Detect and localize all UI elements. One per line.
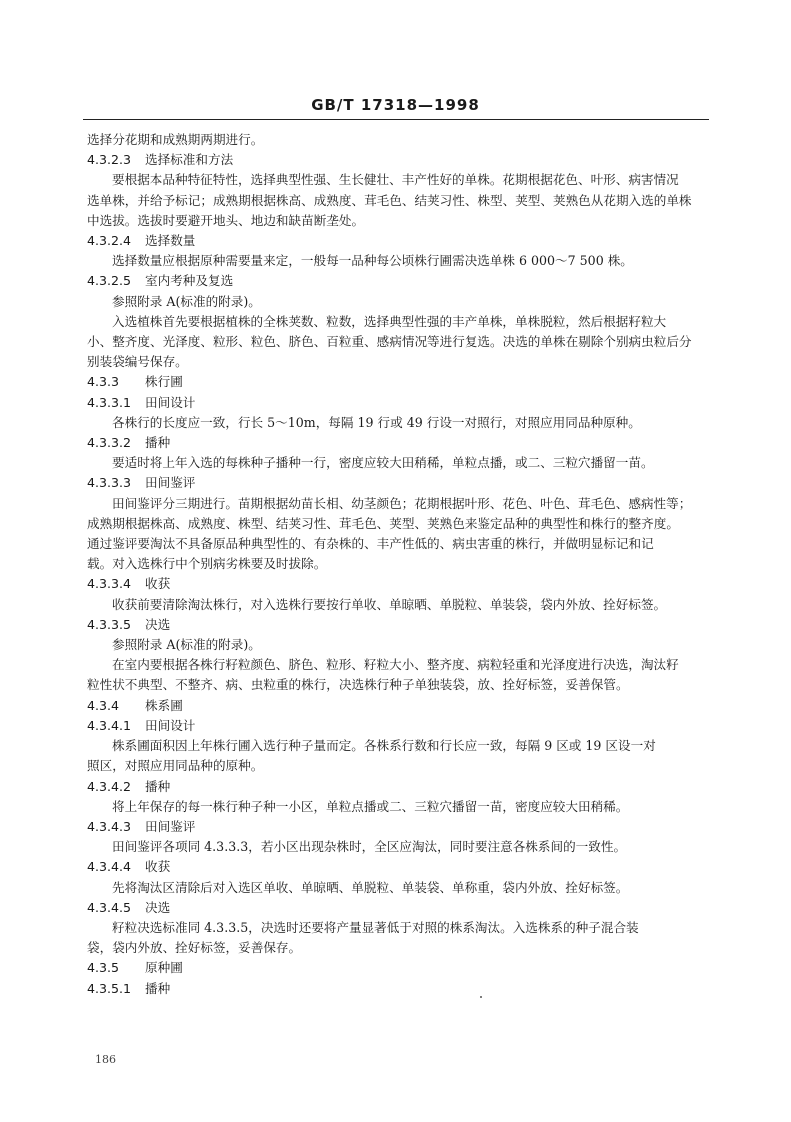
continuation-line: 选单株，并给予标记；成熟期根据株高、成熟度、茸毛色、结荚习性、株型、荚型、荚熟色从花期入选的单株 (87, 192, 692, 208)
paragraph-line: 田间鉴评分三期进行。苗期根据幼苗长相、幼茎颜色；花期根据叶形、花色、叶色、茸毛色、感病性等； (112, 495, 692, 511)
section-title: 播种 (145, 980, 171, 996)
section-heading (87, 777, 707, 797)
section-number: 4.3.4 (87, 697, 120, 713)
section-number: 4.3.3.4 (87, 576, 132, 592)
continuation-line: 中选拔。选拔时要避开地头、地边和缺苗断垄处。 (87, 212, 365, 228)
section-heading (87, 393, 707, 413)
section-number: 4.3.5 (87, 960, 120, 976)
section-title: 田间设计 (145, 394, 196, 410)
section-number: 4.3.4.1 (87, 717, 132, 733)
section-title: 播种 (145, 435, 171, 451)
continuation-line: 选择分花期和成熟期两期进行。 (87, 132, 264, 147)
section-heading (87, 372, 707, 392)
section-title: 株系圃 (145, 697, 183, 713)
section-title: 决选 (145, 899, 171, 915)
section-number: 4.3.3.2 (87, 435, 132, 451)
section-heading (87, 271, 707, 291)
section-number: 4.3.4.5 (87, 899, 132, 915)
section-heading (87, 817, 707, 837)
paragraph-line: 田间鉴评各项同 4.3.3.3，若小区出现杂株时，全区应淘汰，同时要注意各株系间的一致性。 (112, 839, 627, 855)
paragraph-line: 参照附录 A(标准的附录)。 (112, 293, 261, 309)
section-title: 收获 (145, 576, 171, 592)
paragraph-line: 参照附录 A(标准的附录)。 (112, 637, 261, 653)
paragraph-line: 先将淘汰区清除后对入选区单收、单晾晒、单脱粒、单装袋、单称重，袋内外放、拴好标签。 (112, 879, 629, 895)
page-number: 186 (95, 1053, 116, 1066)
paragraph-line: 籽粒决选标准同 4.3.3.5，决选时还要将产量显著低于对照的株系淘汰。入选株系的种子混合装 (112, 919, 639, 935)
section-title: 播种 (145, 778, 171, 794)
section-number: 4.3.4.4 (87, 859, 132, 875)
section-number: 4.3.3.1 (87, 394, 132, 410)
scan-artifact (480, 996, 482, 998)
continuation-line: 粒性状不典型、不整齐、病、虫粒重的株行，决选株行种子单独装袋，放、拴好标签，妥善保管。 (87, 677, 629, 693)
paragraph-line: 收获前要清除淘汰株行，对入选株行要按行单收、单晾晒、单脱粒、单装袋，袋内外放、拴好标签。 (112, 596, 667, 612)
section-title: 收获 (145, 859, 171, 875)
paragraph-line: 在室内要根据各株行籽粒颜色、脐色、粒形、籽粒大小、整齐度、病粒轻重和光泽度进行决选，淘汰籽 (112, 657, 679, 673)
paragraph-line: 选择数量应根据原种需要量来定，一般每一品种每公顷株行圃需决选单株 6 000～7 500 株。 (112, 253, 633, 269)
continuation-line: 照区，对照应用同品种的原种。 (87, 758, 264, 774)
section-number: 4.3.4.2 (87, 778, 132, 794)
section-number: 4.3.3.3 (87, 475, 132, 491)
continuation-line: 成熟期根据株高、成熟度、株型、结荚习性、茸毛色、荚型、荚熟色来鉴定品种的典型性和株行的整齐度。 (87, 515, 679, 531)
document-body (87, 130, 707, 999)
section-title: 田间鉴评 (145, 818, 196, 834)
section-number: 4.3.2.5 (87, 273, 132, 289)
section-heading (87, 857, 707, 877)
header-divider (83, 119, 709, 120)
paragraph-line: 各株行的长度应一致，行长 5～10m，每隔 19 行或 49 行设一对照行，对照应用同品种原种。 (112, 414, 641, 430)
paragraph-line: 要根据本品种特征特性，选择典型性强、生长健壮、丰产性好的单株。花期根据花色、叶形、病害情况 (112, 172, 679, 188)
section-title: 株行圃 (145, 374, 183, 390)
section-title: 室内考种及复选 (145, 273, 234, 289)
section-number: 4.3.3.5 (87, 616, 132, 632)
section-heading (87, 231, 707, 251)
section-title: 田间鉴评 (145, 475, 196, 491)
section-heading (87, 696, 707, 716)
continuation-line: 小、整齐度、光泽度、粒形、粒色、脐色、百粒重、感病情况等进行复选。决选的单株在剔除个别病虫粒后分 (87, 334, 692, 350)
paragraph-line: 要适时将上年入选的每株种子播种一行，密度应较大田稍稀，单粒点播，或二、三粒穴播留一苗。 (112, 455, 654, 471)
section-title: 决选 (145, 616, 171, 632)
section-number: 4.3.5.1 (87, 980, 132, 996)
section-heading (87, 433, 707, 453)
continuation-line: 别装袋编号保存。 (87, 354, 188, 370)
section-number: 4.3.4.3 (87, 818, 132, 834)
paragraph-line: 将上年保存的每一株行种子种一小区，单粒点播或二、三粒穴播留一苗，密度应较大田稍稀。 (112, 798, 629, 814)
section-title: 田间设计 (145, 717, 196, 733)
section-number: 4.3.3 (87, 374, 120, 390)
section-heading (87, 716, 707, 736)
section-title: 原种圃 (145, 960, 183, 976)
section-heading (87, 150, 707, 170)
section-number: 4.3.2.4 (87, 233, 132, 249)
section-heading (87, 958, 707, 978)
continuation-line: 载。对入选株行中个别病劣株要及时拔除。 (87, 556, 327, 572)
section-heading (87, 979, 707, 999)
section-number: 4.3.2.3 (87, 152, 132, 168)
section-title: 选择标准和方法 (145, 152, 234, 168)
continuation-line: 通过鉴评要淘汰不具备原品种典型性的、有杂株的、丰产性低的、病虫害重的株行，并做明显标记和记 (87, 536, 654, 552)
continuation-line: 袋，袋内外放、拴好标签，妥善保存。 (87, 940, 302, 956)
section-title: 选择数量 (145, 233, 196, 249)
section-heading (87, 574, 707, 594)
section-heading (87, 898, 707, 918)
section-heading (87, 615, 707, 635)
paragraph-line: 株系圃面积因上年株行圃入选行种子量而定。各株系行数和行长应一致，每隔 9 区或 19 区设一对 (112, 738, 656, 754)
section-heading (87, 473, 707, 493)
standard-code-header: GB/T 17318—1998 (311, 96, 480, 114)
paragraph-line: 入选植株首先要根据植株的全株荚数、粒数，选择典型性强的丰产单株，单株脱粒，然后根据籽粒大 (112, 313, 667, 329)
